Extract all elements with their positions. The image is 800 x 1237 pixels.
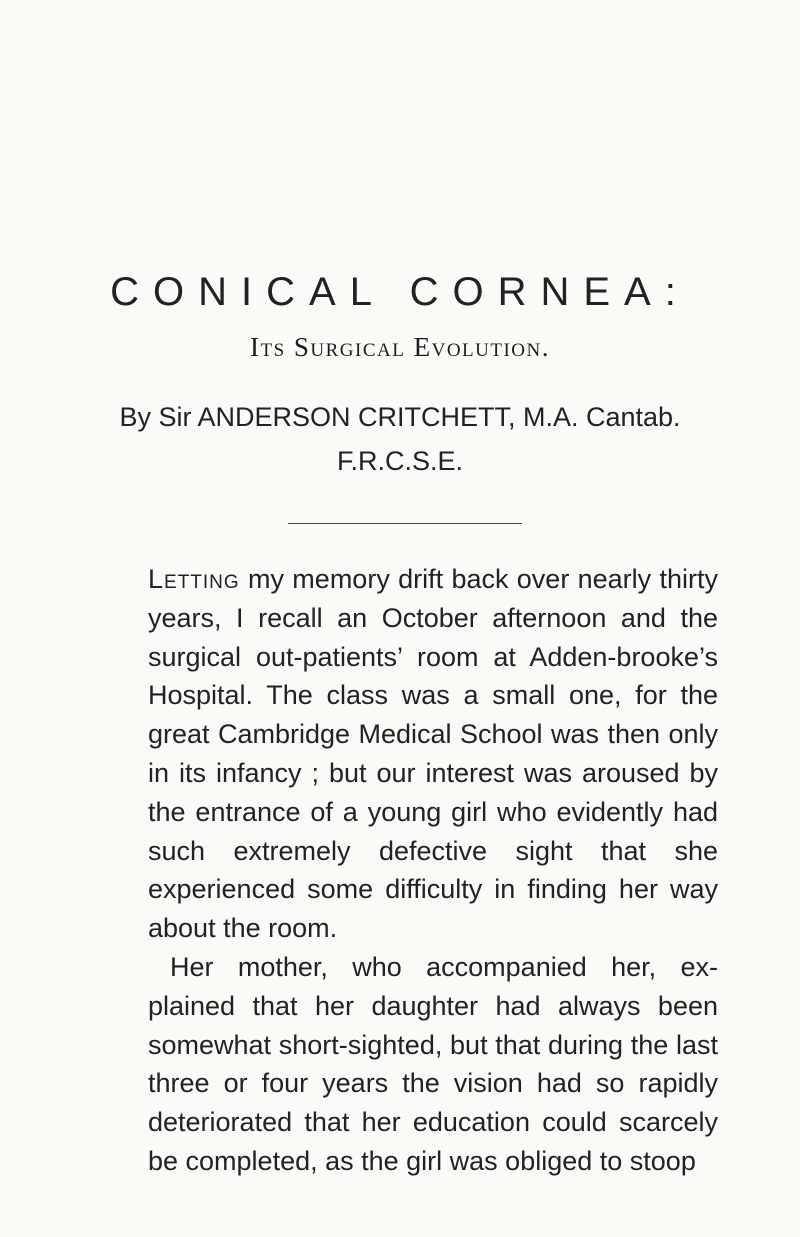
author-byline [0, 395, 800, 483]
paragraph-1 [148, 560, 718, 948]
byline-author: By Sir ANDERSON CRITCHETT, M.A. Cantab. [119, 402, 681, 432]
paragraph-2: Her mother, who accompanied her, ex-plained that her daughter had always been somewhat short-sighted, but that during the last three or four years the vision had so rapidly deteriorated that her education could scarcely be completed, as the girl was obliged to stoop [148, 951, 718, 1176]
section-divider [288, 523, 522, 524]
page-title: CONICAL CORNEA: [110, 270, 690, 314]
byline-credentials: F.R.C.S.E. [336, 446, 464, 476]
page-subtitle: Its Surgical Evolution. [249, 332, 550, 362]
paragraph-1-text: my memory drift back over nearly thirty years, I recall an October afternoon and the surgical out-patients’ room at Adden-brooke’s Hospital. The class was a small one, for the great Cambridge Medical School was then only in its infancy ; but our interest was aroused by the entrance of a young girl who evidently had such extremely defective sight that she experienced some difficulty in finding her way about the room. [148, 564, 718, 944]
paragraph-1-lead: Letting [148, 564, 240, 594]
body-text [148, 560, 718, 1181]
